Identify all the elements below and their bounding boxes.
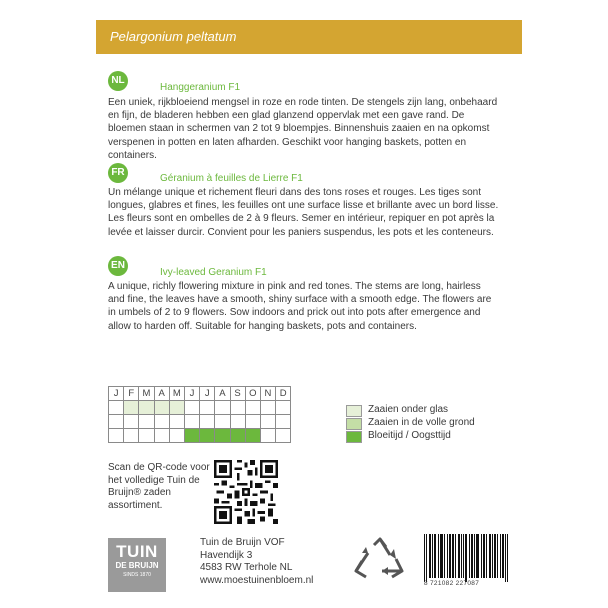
brand-logo [108, 538, 166, 592]
lang-badge-fr: FR [108, 163, 128, 183]
company-address [200, 537, 313, 587]
month-cell: F [124, 387, 139, 401]
calendar-cell [109, 415, 124, 429]
title-banner [96, 20, 522, 54]
calendar-cell [139, 401, 154, 415]
month-cell: O [245, 387, 260, 401]
address-line: 4583 RW Terhole NL [200, 562, 293, 573]
calendar-cell [245, 429, 260, 443]
calendar-cell [245, 401, 260, 415]
product-title: Pelargonium peltatum [110, 29, 237, 44]
legend-swatch [346, 405, 362, 417]
barcode-number: 8 721082 227087 [424, 580, 480, 587]
calendar-row [109, 401, 291, 415]
logo-line-3: SINDS 1870 [123, 572, 151, 578]
month-cell: J [200, 387, 215, 401]
month-cell: N [260, 387, 275, 401]
calendar-cell [124, 415, 139, 429]
legend-label: Zaaien onder glas [368, 404, 449, 415]
month-cell: S [230, 387, 245, 401]
lang-badge-en: EN [108, 256, 128, 276]
calendar-cell [276, 401, 291, 415]
calendar-cell [169, 429, 184, 443]
calendar-cell [184, 415, 199, 429]
qr-code[interactable] [214, 460, 278, 524]
calendar-cell [200, 429, 215, 443]
heading-nl: Hanggeranium F1 [160, 82, 241, 93]
calendar-cell [215, 429, 230, 443]
calendar-cell [154, 401, 169, 415]
calendar-cell [215, 401, 230, 415]
month-cell: D [276, 387, 291, 401]
qr-caption: Scan de QR-code voor het volledige Tuin de Bruijn® zaden assortiment. [108, 462, 210, 511]
barcode-icon [424, 532, 508, 584]
description-en: A unique, richly flowering mixture in pink and red tones. The stems are long, hairless and fine, the leaves have a smooth, shiny surface with a smooth edge. The flowers are in umbels of 2 to 9 flowers. Sow indoors and prick out into pots after emergence and allow to harden off. Suitable for hanging baskets, pots and containers. [108, 281, 492, 332]
calendar-cell [230, 415, 245, 429]
address-line: Havendijk 3 [200, 549, 253, 561]
legend-swatch [346, 418, 362, 430]
calendar-cell [139, 429, 154, 443]
calendar-cell [276, 429, 291, 443]
legend-label: Bloeitijd / Oogsttijd [368, 430, 451, 441]
calendar-cell [230, 429, 245, 443]
calendar-cell [230, 401, 245, 415]
legend-swatch [346, 431, 362, 443]
calendar-cell [184, 401, 199, 415]
calendar-months-row [109, 387, 291, 401]
calendar-cell [276, 415, 291, 429]
sowing-calendar [108, 386, 291, 443]
month-cell: M [139, 387, 154, 401]
description-nl: Een uniek, rijkbloeiend mengsel in roze en rode tinten. De stengels zijn lang, onbehaard en fijn, de bladeren hebben een glad glanzend oppervlak met een gave rand. De bloemen staan in schermen van 2 tot 9 bloempjes. Binnenshuis zaaien en na opkomst verspenen in potten en laten afharden. Geschikt voor hanging baskets, potten en containers. [108, 97, 498, 161]
calendar-cell [260, 429, 275, 443]
calendar-cell [245, 415, 260, 429]
calendar-row [109, 429, 291, 443]
legend-label: Zaaien in de volle grond [368, 417, 475, 428]
calendar-cell [109, 401, 124, 415]
month-cell: J [109, 387, 124, 401]
calendar-cell [124, 429, 139, 443]
calendar-row [109, 415, 291, 429]
calendar-cell [184, 429, 199, 443]
heading-en: Ivy-leaved Geranium F1 [160, 267, 267, 278]
recycle-icon [352, 537, 408, 587]
lang-badge-nl: NL [108, 71, 128, 91]
description-fr: Un mélange unique et richement fleuri dans des tons roses et rouges. Les tiges sont longues, glabres et fines, les feuilles ont une surface lisse et brillante avec un bord lisse. Les fleurs sont en ombelles de 2 à 9 fleurs. Semer en intérieur, repiquer en pot après la levée et laisser durcir. Convient pour les paniers suspendus, les pots et les conteneurs. [108, 187, 499, 238]
calendar-cell [260, 401, 275, 415]
calendar-cell [200, 401, 215, 415]
calendar-cell [215, 415, 230, 429]
month-cell: A [215, 387, 230, 401]
calendar-cell [139, 415, 154, 429]
calendar-cell [169, 401, 184, 415]
month-cell: A [154, 387, 169, 401]
calendar-cell [124, 401, 139, 415]
month-cell: M [169, 387, 184, 401]
website-link[interactable]: www.moestuinenbloem.nl [200, 574, 314, 586]
address-line: Tuin de Bruijn VOF [200, 537, 285, 548]
month-cell: J [184, 387, 199, 401]
calendar-cell [154, 429, 169, 443]
heading-fr: Géranium à feuilles de Lierre F1 [160, 173, 303, 184]
calendar-cell [200, 415, 215, 429]
calendar-cell [154, 415, 169, 429]
logo-line-1: TUIN [116, 542, 158, 561]
calendar-cell [169, 415, 184, 429]
calendar-cell [260, 415, 275, 429]
logo-line-2: DE BRUIJN [115, 561, 159, 570]
calendar-cell [109, 429, 124, 443]
